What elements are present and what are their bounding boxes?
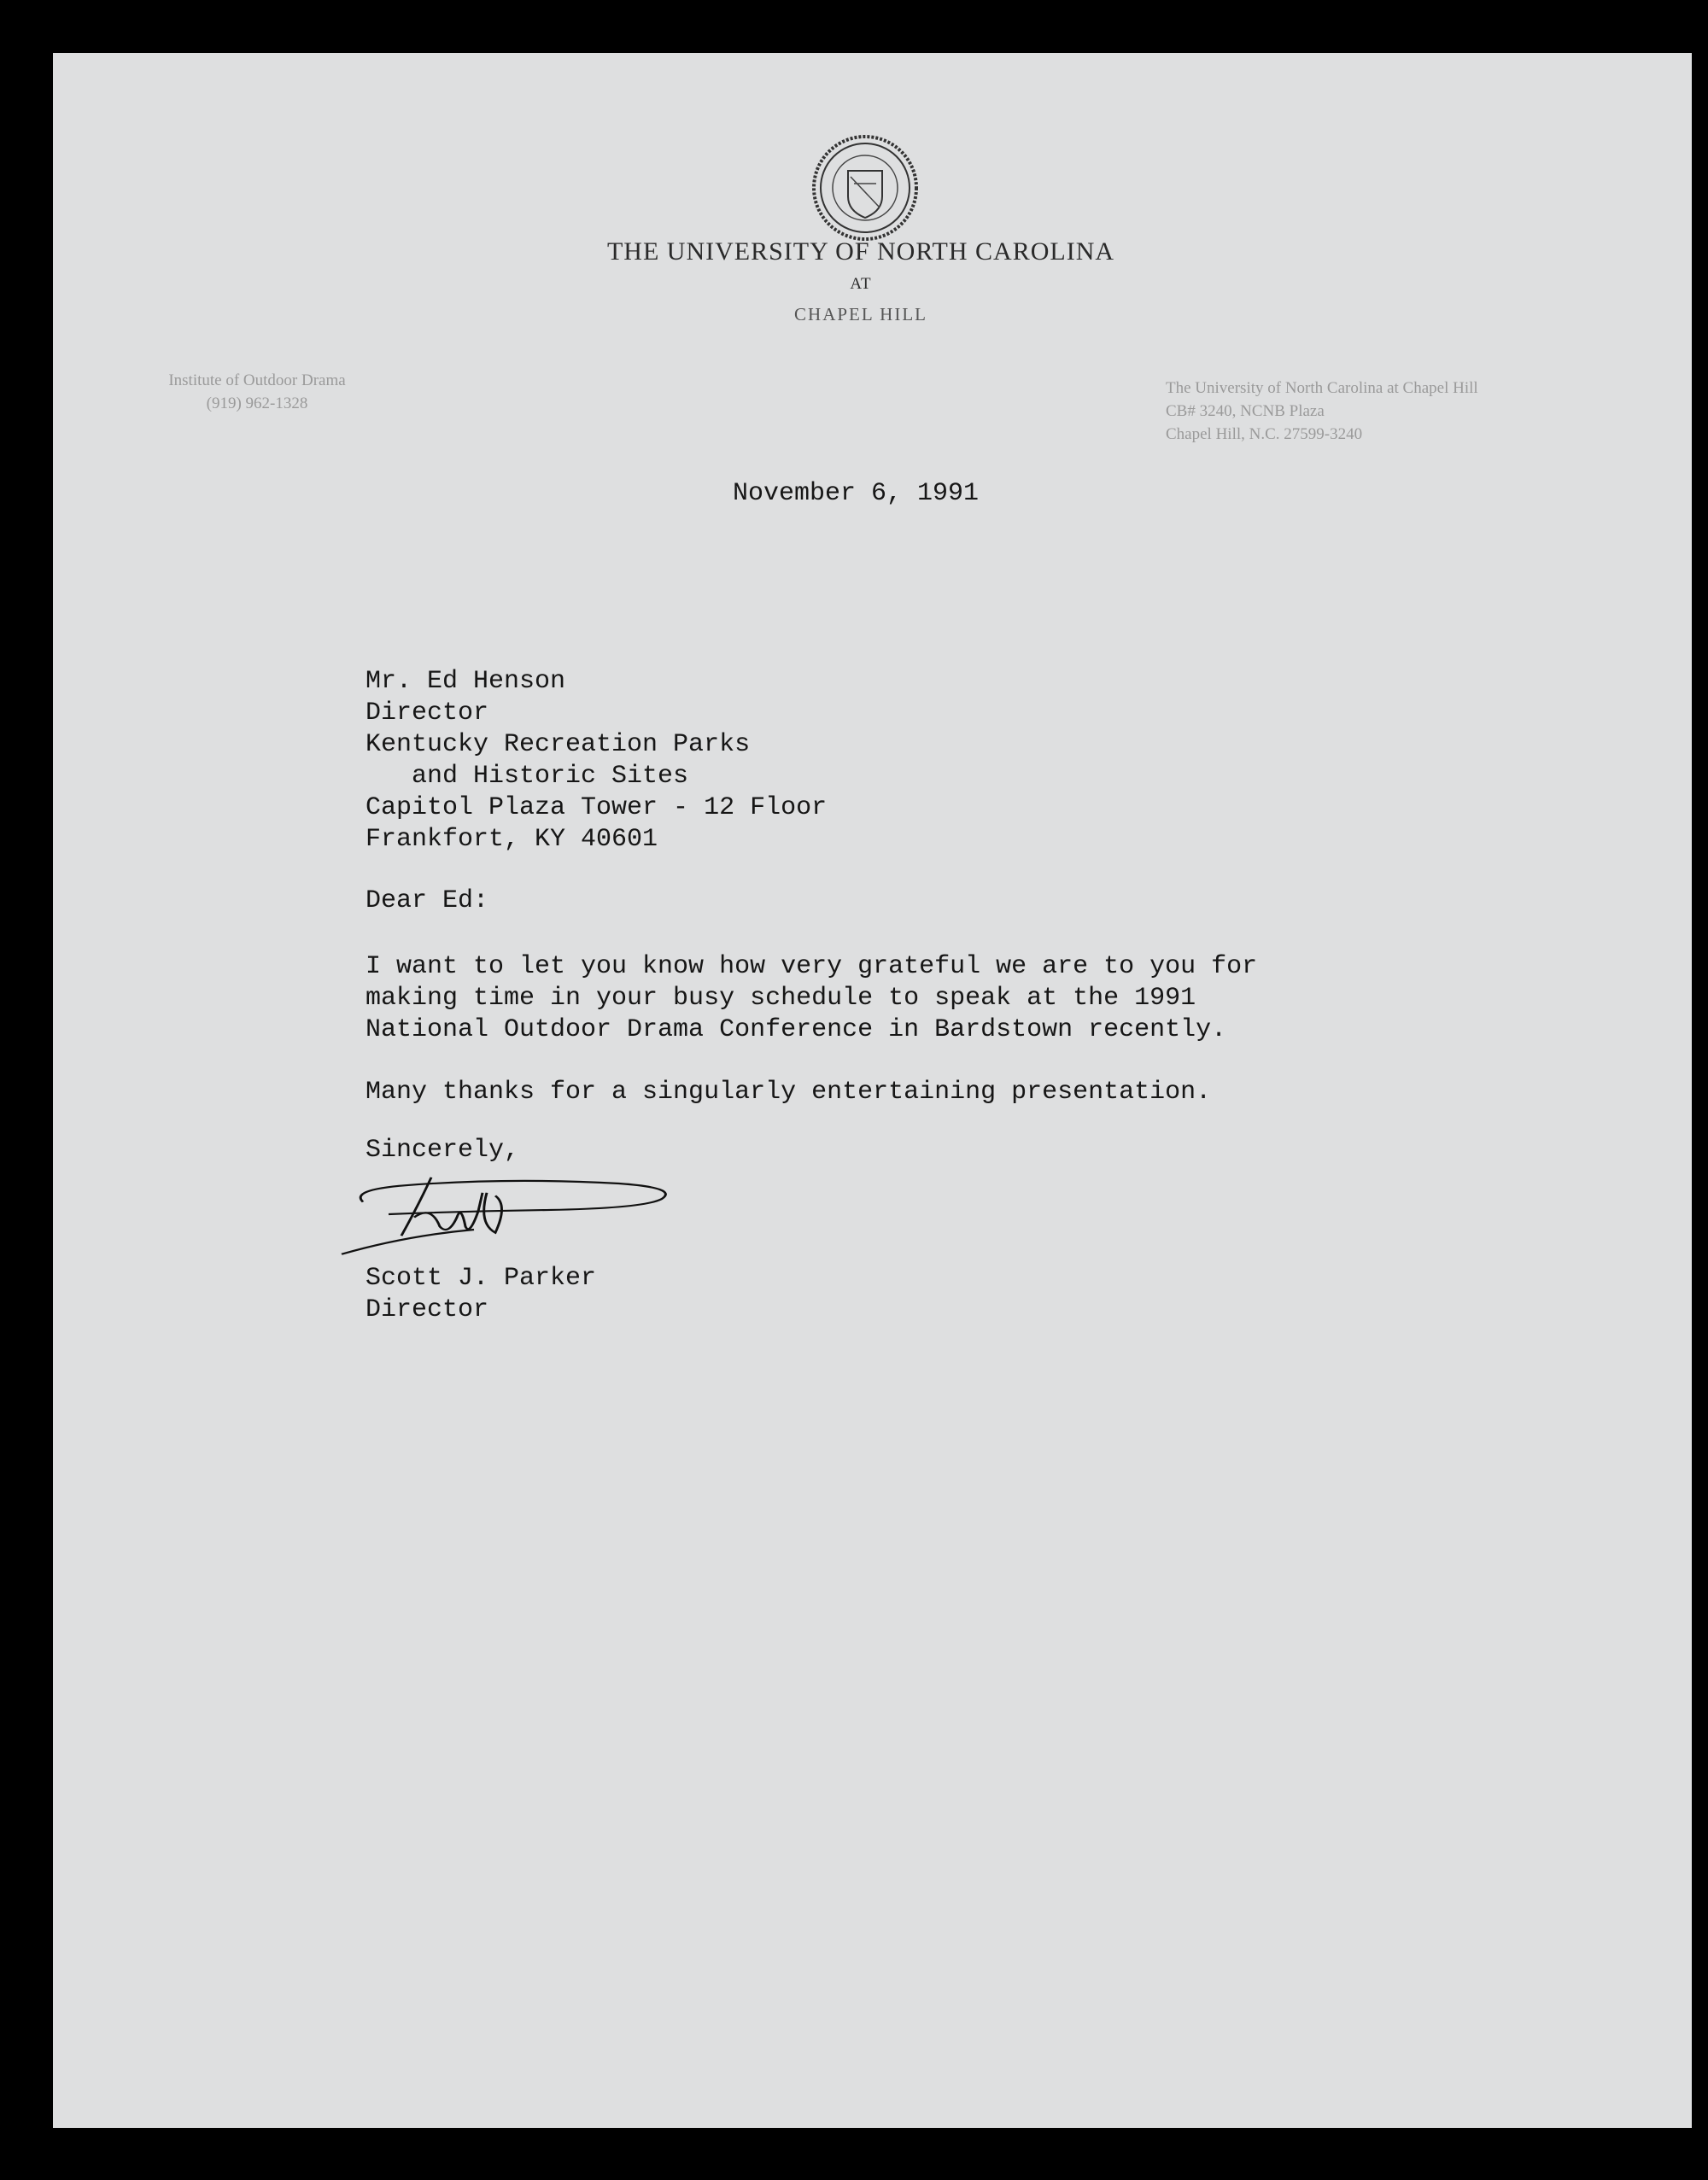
- address-line: and Historic Sites: [366, 762, 689, 791]
- institute-name: Institute of Outdoor Drama: [168, 371, 346, 389]
- signature-block: [366, 1263, 596, 1326]
- address-line: Capitol Plaza Tower - 12 Floor: [366, 793, 828, 822]
- body-line: I want to let you know how very grateful we are to you for: [366, 952, 1258, 981]
- address-line: CB# 3240, NCNB Plaza: [1166, 402, 1325, 420]
- letter-body: [366, 951, 1257, 1046]
- recipient-address: [366, 666, 827, 856]
- address-line: Kentucky Recreation Parks: [366, 730, 751, 759]
- signature: [337, 1168, 679, 1260]
- address-line: Director: [366, 698, 489, 728]
- letter-date: November 6, 1991: [733, 479, 980, 508]
- closing: Sincerely,: [366, 1136, 520, 1165]
- body-line: National Outdoor Drama Conference in Bardstown recently.: [366, 1015, 1227, 1044]
- signer-title: Director: [366, 1295, 489, 1324]
- letterhead-left-block: [168, 369, 345, 415]
- address-line: The University of North Carolina at Chapel Hill: [1166, 379, 1478, 397]
- letterhead-campus: CHAPEL HILL: [794, 304, 927, 324]
- letterhead-at: AT: [850, 275, 872, 293]
- address-line: Chapel Hill, N.C. 27599-3240: [1166, 425, 1363, 443]
- address-line: Frankfort, KY 40601: [366, 825, 658, 854]
- thanks-line: Many thanks for a singularly entertaining presentation.: [366, 1078, 1212, 1107]
- institute-phone: (919) 962-1328: [206, 395, 308, 412]
- address-line: Mr. Ed Henson: [366, 667, 566, 696]
- salutation: Dear Ed:: [366, 886, 489, 915]
- letterhead-right-block: [1166, 377, 1478, 446]
- university-title: THE UNIVERSITY OF NORTH CAROLINA: [606, 237, 1115, 266]
- body-line: making time in your busy schedule to speak at the 1991: [366, 984, 1196, 1013]
- signer-name: Scott J. Parker: [366, 1264, 597, 1293]
- university-seal: [810, 132, 921, 243]
